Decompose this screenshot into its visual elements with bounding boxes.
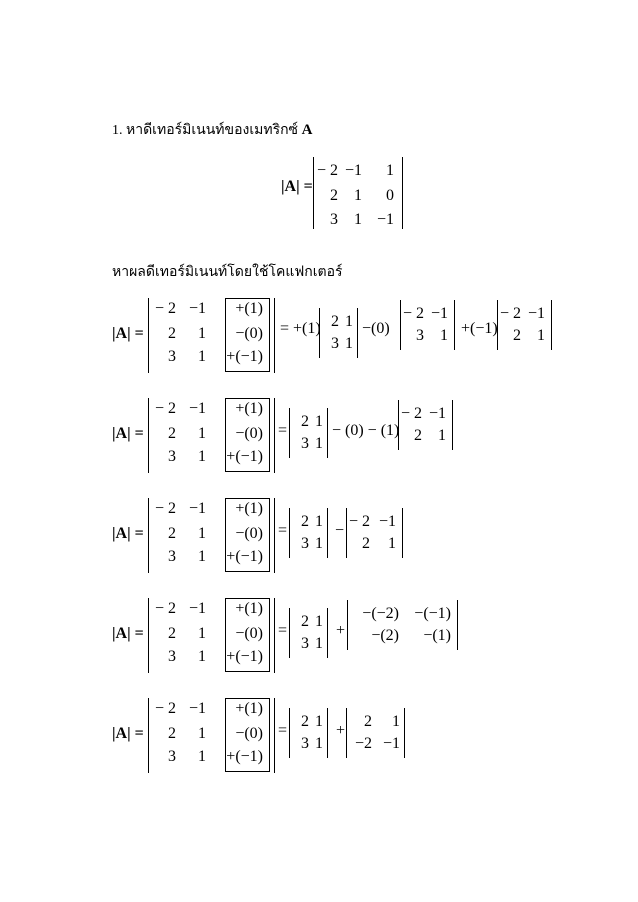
det-cell: −1 (428, 405, 446, 422)
matrix-cell: 1 (354, 211, 362, 228)
det-left-bar (289, 708, 290, 758)
matrix-symbol: A (301, 122, 313, 138)
det-cell: 1 (315, 735, 323, 752)
lhs-label (112, 325, 144, 343)
lhs-cell: 3 (168, 348, 176, 365)
det-cell: 2 (301, 513, 309, 530)
question-line (112, 119, 312, 141)
det-cell: 1 (315, 613, 323, 630)
lhs-cell: 3 (168, 748, 176, 765)
matrix-cell: 0 (386, 187, 394, 204)
lhs-right-bar (274, 298, 275, 373)
minus-sign: − (335, 522, 345, 539)
matrix-cell: −1 (344, 162, 362, 179)
cofactor-cell: −(0) (235, 625, 263, 642)
det-cell: −1 (378, 513, 396, 530)
det-cell: 2 (414, 427, 422, 444)
det-cell: 1 (438, 427, 446, 444)
lhs-cell: 2 (168, 725, 176, 742)
det-left-bar (400, 300, 401, 350)
det-cell: 1 (392, 713, 400, 730)
cofactor-cell: −(0) (235, 425, 263, 442)
lhs-label (112, 425, 144, 443)
det-left-bar (398, 400, 399, 450)
matrix-cell: 1 (354, 187, 362, 204)
equals-sign: = (278, 422, 288, 439)
det-cell: 1 (315, 513, 323, 530)
det-left-bar (347, 600, 348, 650)
matrix-label: |A| = (281, 178, 313, 195)
lhs-label (112, 725, 144, 743)
lhs-right-bar (274, 698, 275, 773)
det-cell: 1 (315, 413, 323, 430)
equals-plus-one: = +(1) (280, 320, 321, 337)
lhs-label (112, 625, 144, 643)
lhs-cell: 1 (198, 348, 206, 365)
question-text: หาดีเทอร์มิเนนท์ของเมทริกซ์ (126, 123, 299, 138)
lhs-cell: 1 (198, 325, 206, 342)
matrix-right-bar (402, 157, 403, 229)
lhs-cell: 3 (168, 648, 176, 665)
det-cell: 1 (537, 327, 545, 344)
plus-neg-one: +(−1) (461, 320, 498, 337)
det-cell: 2 (513, 327, 521, 344)
cofactor-cell: −(0) (235, 725, 263, 742)
det-left-bar (346, 508, 347, 558)
lhs-cell: −1 (188, 500, 206, 517)
lhs-cell: −1 (188, 600, 206, 617)
det-cell: 2 (331, 313, 339, 330)
lhs-cell: 1 (198, 625, 206, 642)
det-cell: −2 (354, 735, 372, 752)
det-right-bar (404, 708, 405, 758)
lhs-cell: − 2 (154, 500, 176, 517)
lhs-label-text: |A| = (112, 425, 144, 442)
det-cell: 2 (364, 713, 372, 730)
det-cell: 1 (315, 713, 323, 730)
det-cell: 1 (345, 335, 353, 352)
cofactor-cell: +(1) (235, 400, 263, 417)
det-cell: −(1) (423, 627, 451, 644)
plus-sign: + (336, 622, 346, 639)
lhs-cell: − 2 (154, 600, 176, 617)
det-left-bar (346, 708, 347, 758)
cofactor-cell: −(0) (235, 525, 263, 542)
cofactor-cell: +(−1) (226, 748, 263, 765)
lhs-cell: 3 (168, 448, 176, 465)
matrix-cell: − 2 (316, 162, 338, 179)
det-cell: 3 (301, 435, 309, 452)
det-right-bar (551, 300, 552, 350)
det-cell: 3 (331, 335, 339, 352)
det-left-bar (289, 508, 290, 558)
det-right-bar (402, 508, 403, 558)
det-cell: −(−1) (414, 605, 451, 622)
det-left-bar (319, 308, 320, 358)
matrix-cell: −1 (376, 211, 394, 228)
det-cell: −1 (382, 735, 400, 752)
minus-zero: −(0) (362, 320, 390, 337)
lhs-label-text: |A| = (112, 625, 144, 642)
cofactor-cell: +(1) (235, 600, 263, 617)
det-cell: 1 (315, 435, 323, 452)
cofactor-cell: +(−1) (226, 448, 263, 465)
det-cell: −(−2) (362, 605, 399, 622)
lhs-right-bar (274, 398, 275, 473)
lhs-cell: 2 (168, 625, 176, 642)
cofactor-cell: +(1) (235, 500, 263, 517)
matrix-cell: 1 (386, 162, 394, 179)
det-cell: − 2 (400, 405, 422, 422)
det-right-bar (454, 300, 455, 350)
equals-sign: = (278, 722, 288, 739)
method-title: หาผลดีเทอร์มิเนนท์โดยใช้โคแฟกเตอร์ (112, 265, 343, 280)
lhs-cell: 1 (198, 525, 206, 542)
det-cell: −(2) (371, 627, 399, 644)
lhs-cell: − 2 (154, 400, 176, 417)
det-cell: 2 (301, 413, 309, 430)
det-right-bar (327, 608, 328, 658)
equals-sign: = (278, 522, 288, 539)
lhs-cell: −1 (188, 300, 206, 317)
lhs-right-bar (274, 498, 275, 573)
det-right-bar (327, 408, 328, 458)
lhs-cell: 1 (198, 725, 206, 742)
lhs-cell: 1 (198, 748, 206, 765)
det-right-bar (357, 308, 358, 358)
lhs-label-text: |A| = (112, 525, 144, 542)
lhs-cell: − 2 (154, 300, 176, 317)
plus-sign: + (336, 722, 346, 739)
det-cell: − 2 (402, 305, 424, 322)
det-cell: 1 (388, 535, 396, 552)
cofactor-cell: +(−1) (226, 548, 263, 565)
cofactor-cell: +(−1) (226, 648, 263, 665)
det-left-bar (289, 608, 290, 658)
matrix-cell: 3 (330, 211, 338, 228)
det-cell: 3 (301, 735, 309, 752)
cofactor-cell: +(1) (235, 300, 263, 317)
det-cell: 2 (362, 535, 370, 552)
det-cell: 1 (315, 535, 323, 552)
det-cell: 2 (301, 713, 309, 730)
lhs-cell: 1 (198, 425, 206, 442)
minus-zero-one: − (0) − (1) (332, 422, 400, 439)
lhs-right-bar (274, 598, 275, 673)
cofactor-cell: +(1) (235, 700, 263, 717)
lhs-cell: 3 (168, 548, 176, 565)
lhs-cell: 1 (198, 548, 206, 565)
det-cell: 1 (315, 635, 323, 652)
det-right-bar (452, 400, 453, 450)
det-left-bar (497, 300, 498, 350)
det-cell: 2 (301, 613, 309, 630)
det-cell: −1 (430, 305, 448, 322)
lhs-label (112, 525, 144, 543)
question-number: 1. (112, 123, 123, 138)
lhs-cell: −1 (188, 700, 206, 717)
det-cell: −1 (527, 305, 545, 322)
det-cell: 3 (416, 327, 424, 344)
lhs-cell: 2 (168, 525, 176, 542)
det-right-bar (327, 708, 328, 758)
det-left-bar (289, 408, 290, 458)
lhs-cell: − 2 (154, 700, 176, 717)
det-cell: 1 (440, 327, 448, 344)
cofactor-cell: −(0) (235, 325, 263, 342)
lhs-label-text: |A| = (112, 325, 144, 342)
cofactor-cell: +(−1) (226, 348, 263, 365)
det-cell: − 2 (499, 305, 521, 322)
lhs-label-text: |A| = (112, 725, 144, 742)
lhs-cell: −1 (188, 400, 206, 417)
det-cell: 3 (301, 535, 309, 552)
det-cell: 3 (301, 635, 309, 652)
det-cell: 1 (345, 313, 353, 330)
matrix-cell: 2 (330, 187, 338, 204)
det-right-bar (327, 508, 328, 558)
lhs-cell: 2 (168, 325, 176, 342)
equals-sign: = (278, 622, 288, 639)
det-cell: − 2 (348, 513, 370, 530)
lhs-cell: 1 (198, 648, 206, 665)
lhs-cell: 1 (198, 448, 206, 465)
det-right-bar (457, 600, 458, 650)
lhs-cell: 2 (168, 425, 176, 442)
